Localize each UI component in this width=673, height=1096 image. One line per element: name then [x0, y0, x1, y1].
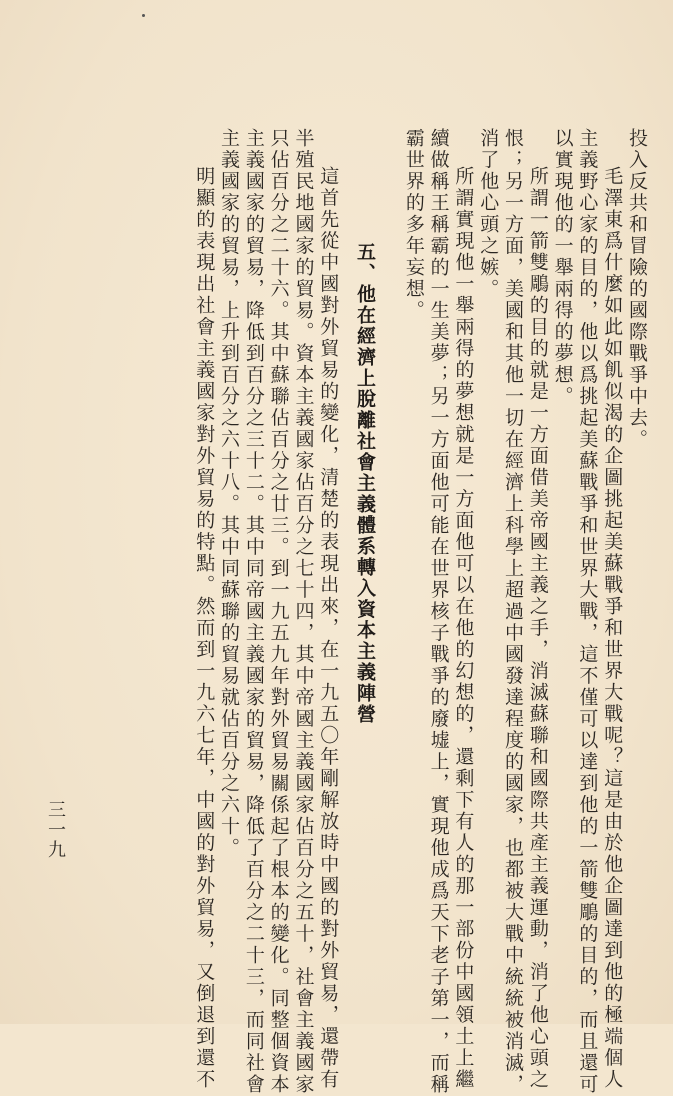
text-line: 續做稱王稱霸的一生美夢；另一方面他可能在世界核子戰爭的廢墟上，實現他成爲天下老子第一，而稱 [427, 128, 450, 1096]
vertical-text-block [191, 128, 649, 1096]
page-number: 三一九 [45, 800, 66, 860]
section-heading: 五、他在經濟上脫離社會主義體系轉入資本主義陣營 [354, 242, 377, 725]
text-line: 這首先從中國對外貿易的變化，清楚的表現出來，在一九五〇年剛解放時中國的對外貿易，還帶有 [317, 166, 340, 1091]
text-line: 所謂一箭雙鵰的目的就是一方面借美帝國主義之手，消滅蘇聯和國際共產主義運動，消了他心頭之 [526, 166, 549, 1091]
text-line: 主義野心家的目的，他以爲挑起美蘇戰爭和世界大戰，這不僅可以達到他的一箭雙鵰的目的，而且還可 [576, 128, 599, 1096]
text-line: 所謂實現他一舉兩得的夢想就是一方面他可以在他的幻想的，還剩下有人的那一部份中國領土上繼 [452, 166, 475, 1091]
ink-speck [142, 14, 145, 17]
text-line: 主義國家的貿易，上升到百分之六十八。其中同蘇聯的貿易就佔百分之六十。 [218, 128, 241, 859]
text-line: 明顯的表現出社會主義國家對外貿易的特點。然而到一九六七年，中國的對外貿易，又倒退到還不 [193, 166, 216, 1091]
text-line: 消了他心頭之嫉。 [477, 128, 500, 300]
text-line: 霸世界的多年妄想。 [402, 128, 425, 322]
text-line: 投入反共和冒險的國際戰爭中去。 [626, 128, 648, 451]
text-line: 只佔百分之二十六。其中蘇聯佔百分之廿三。到一九五九年對外貿易關係起了根本的變化。同整個資本 [267, 128, 290, 1096]
text-line: 毛澤東爲什麼如此如飢似渴的企圖挑起美蘇戰爭和世界大戰呢？這是由於他企圖達到他的極端個人 [601, 166, 624, 1091]
text-line: 以實現他的一舉兩得的夢想。 [551, 128, 574, 408]
text-line: 半殖民地國家的貿易。資本主義國家佔百分之七十四，其中帝國主義國家佔百分之五十，社會主義國家 [292, 128, 315, 1096]
text-line: 恨；另一方面，美國和其他一切在經濟上科學上超過中國發達程度的國家，也都被大戰中統統被消滅， [502, 128, 525, 1096]
text-line: 主義國家的貿易，降低到百分之三十二。其中同帝國主義國家的貿易，降低了百分之二十三，而同社會 [242, 128, 265, 1096]
